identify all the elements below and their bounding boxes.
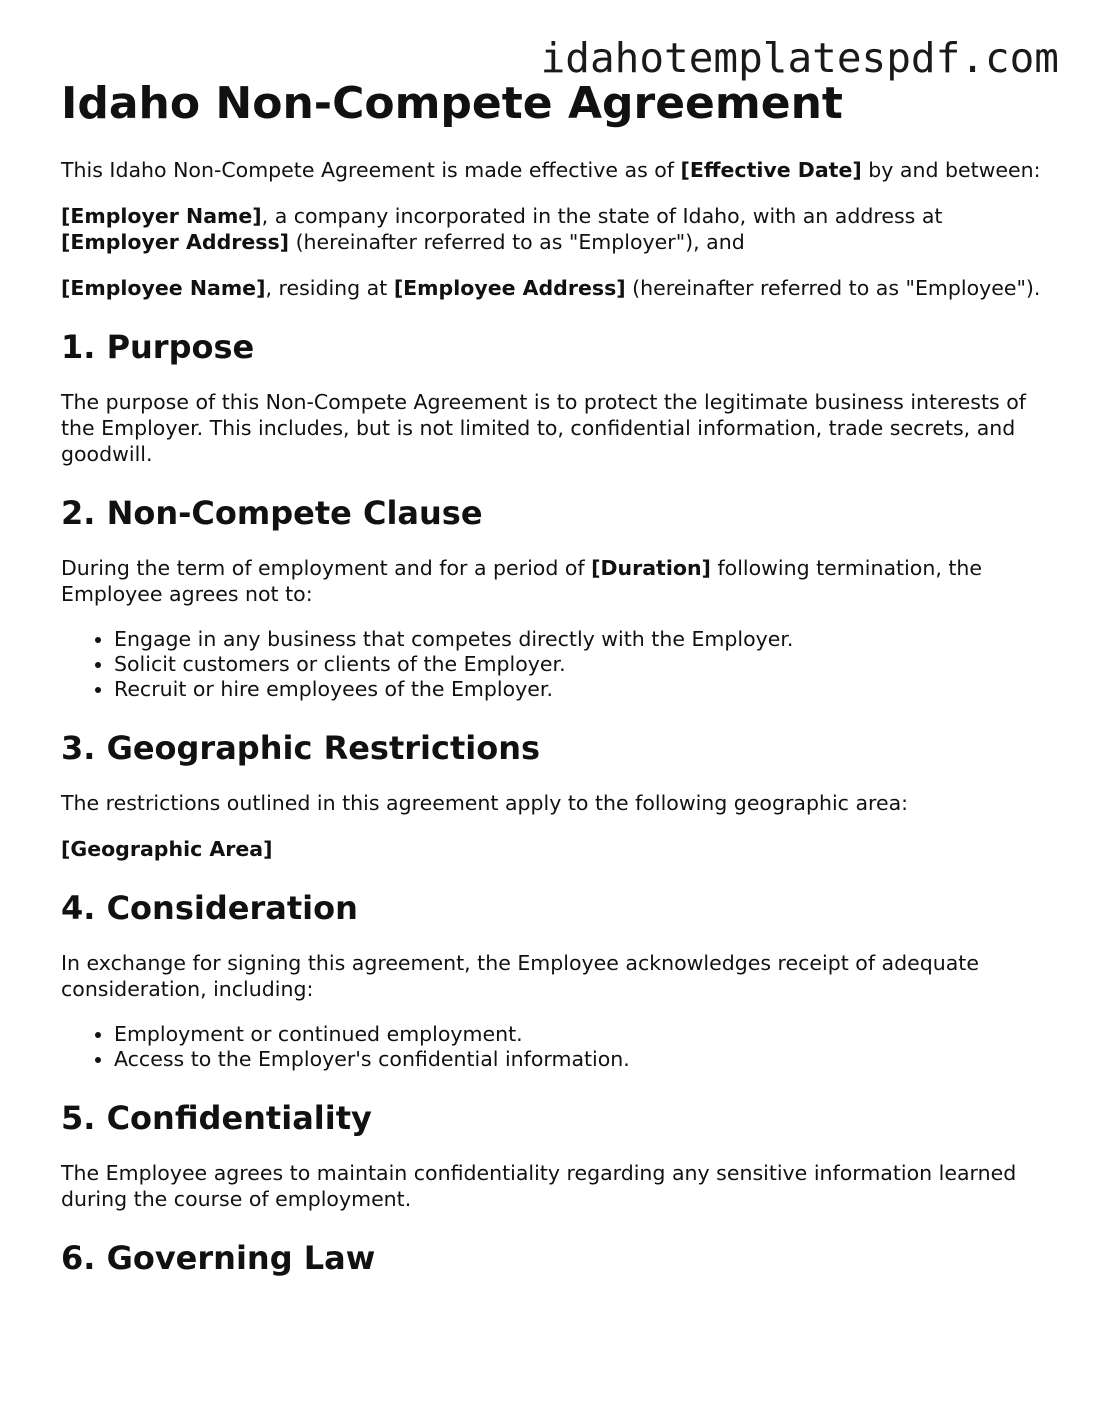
intro-text-end: by and between: — [861, 158, 1041, 182]
employer-text-end: (hereinafter referred to as "Employer"), and — [289, 230, 745, 254]
employer-text: , a company incorporated in the state of Idaho, with an address at — [261, 204, 943, 228]
noncompete-text-end: following termination, the Employee agrees not to: — [61, 556, 982, 606]
list-item: • Access to the Employer's confidential information. — [114, 1047, 1051, 1072]
duration-placeholder: [Duration] — [591, 556, 711, 580]
section-governing-law-heading: 6. Governing Law — [61, 1239, 376, 1277]
section-noncompete-heading: 2. Non-Compete Clause — [61, 494, 483, 532]
section-purpose-body: The purpose of this Non-Compete Agreement is to protect the legitimate business interests of the Employer. This includes, but is not limited to, confidential information, trade secrets, and goodwill. — [61, 390, 1026, 466]
employer-name-placeholder: [Employer Name] — [61, 204, 262, 228]
noncompete-text: During the term of employment and for a period of — [61, 556, 592, 580]
section-geographic-body: The restrictions outlined in this agreement apply to the following geographic area: — [61, 791, 909, 815]
consideration-list — [61, 1022, 1051, 1072]
geographic-area-placeholder — [61, 836, 1051, 862]
section-consideration-body: In exchange for signing this agreement, the Employee acknowledges receipt of adequate consideration, including: — [61, 951, 979, 1001]
noncompete-list — [61, 627, 1051, 702]
employee-address-placeholder: [Employee Address] — [393, 276, 626, 300]
list-item: • Engage in any business that competes directly with the Employer. — [114, 627, 1051, 652]
list-item: • Employment or continued employment. — [114, 1022, 1051, 1047]
section-consideration-heading: 4. Consideration — [61, 889, 358, 927]
section-noncompete-body — [61, 555, 1051, 607]
document-page — [61, 78, 1051, 1278]
document-title: Idaho Non-Compete Agreement — [61, 78, 843, 129]
site-watermark: idahotemplatespdf.com — [540, 34, 1059, 82]
employer-address-placeholder: [Employer Address] — [61, 230, 290, 254]
list-item: • Solicit customers or clients of the Employer. — [114, 652, 1051, 677]
intro-text: This Idaho Non-Compete Agreement is made effective as of — [61, 158, 681, 182]
section-geographic-heading: 3. Geographic Restrictions — [61, 729, 541, 767]
employee-paragraph — [61, 275, 1051, 301]
employee-text: , residing at — [265, 276, 394, 300]
list-item: • Recruit or hire employees of the Employer. — [114, 677, 1051, 702]
section-confidentiality-body: The Employee agrees to maintain confidentiality regarding any sensitive information learned during the course of employment. — [61, 1161, 1017, 1211]
geographic-area-text: [Geographic Area] — [61, 837, 273, 861]
employer-paragraph — [61, 203, 1051, 255]
employee-text-end: (hereinafter referred to as "Employee"). — [625, 276, 1041, 300]
section-purpose-heading: 1. Purpose — [61, 328, 255, 366]
effective-date-placeholder: [Effective Date] — [680, 158, 862, 182]
section-confidentiality-heading: 5. Confidentiality — [61, 1099, 372, 1137]
employee-name-placeholder: [Employee Name] — [61, 276, 266, 300]
intro-paragraph — [61, 157, 1051, 183]
